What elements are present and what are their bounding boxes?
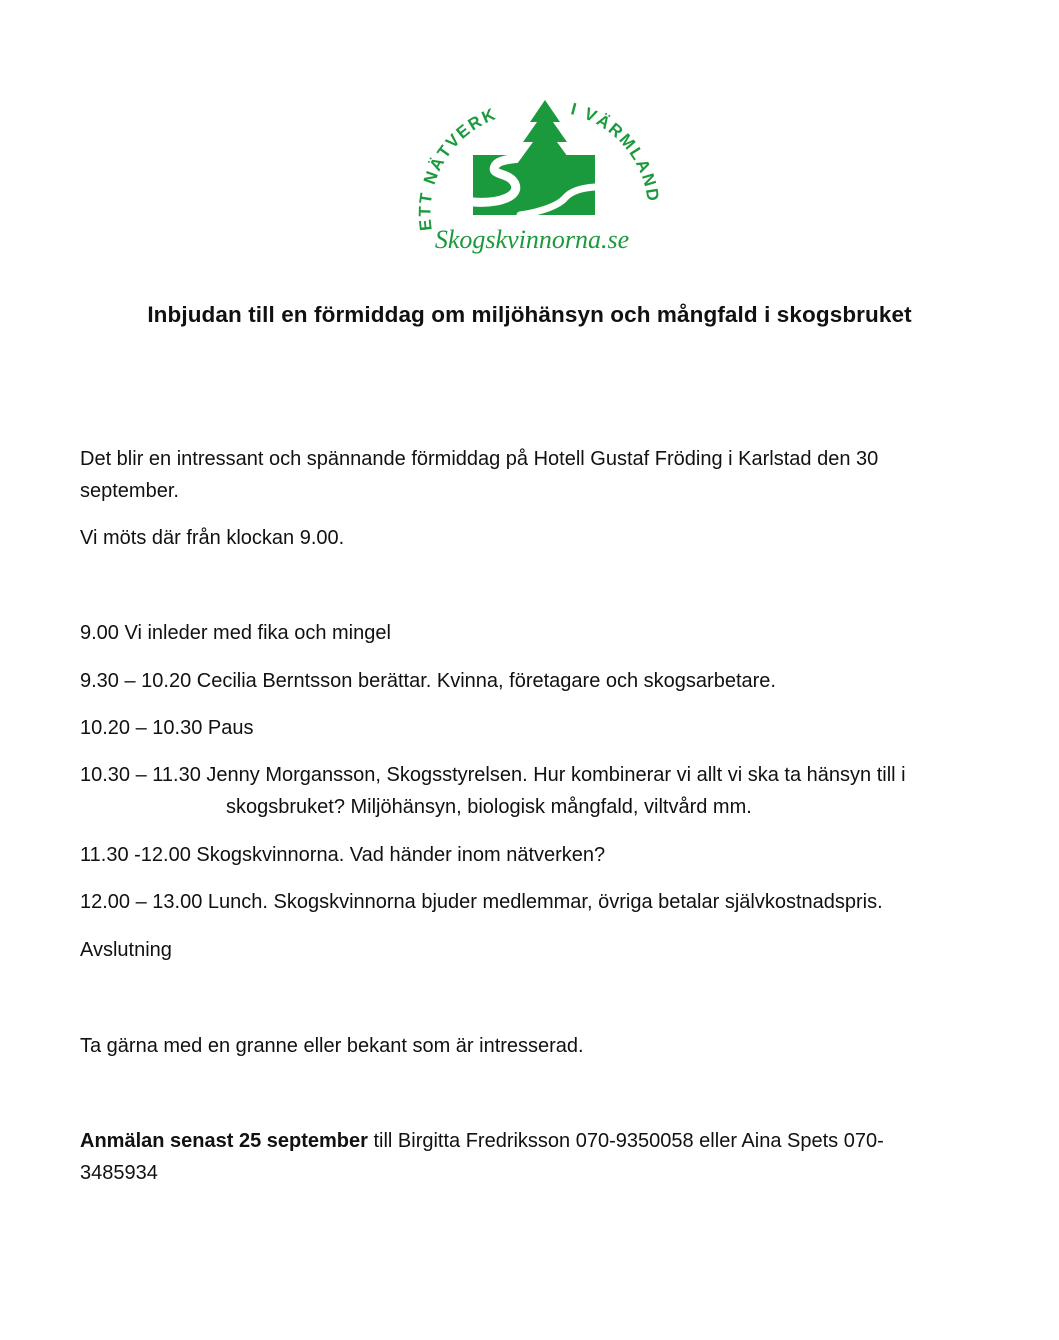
schedule-item-3: 10.20 – 10.30 Paus (80, 717, 254, 739)
skogskvinnorna-logo (380, 92, 680, 267)
schedule-item-5: 11.30 -12.00 Skogskvinnorna. Vad händer inom nätverken? (80, 844, 606, 866)
intro-paragraph (80, 443, 985, 507)
logo-site-text: Skogskvinnorna.se (434, 225, 630, 254)
signup-contacts: till Birgitta Fredriksson 070-9350058 eller Aina Spets 070- (367, 1130, 884, 1152)
intro-line-1: Det blir en intressant och spännande förmiddag på Hotell Gustaf Fröding i Karlstad den 30 (80, 448, 879, 470)
signup-paragraph (80, 1125, 985, 1189)
schedule-item-1: 9.00 Vi inleder med fika och mingel (80, 622, 391, 644)
schedule-item-4-line-2: skogsbruket? Miljöhänsyn, biologisk mångfald, viltvård mm. (226, 796, 752, 818)
spruce-tree-icon (517, 100, 573, 172)
intro-line-2: september. (80, 480, 179, 502)
logo (380, 92, 680, 267)
logo-arc-left-text: ETT NÄTVERK (415, 104, 500, 232)
page-title: Inbjudan till en förmiddag om miljöhänsyn och mångfald i skogsbruket (147, 302, 912, 327)
invite-text: Ta gärna med en granne eller bekant som är intresserad. (80, 1035, 584, 1057)
signup-contacts-line-2: 3485934 (80, 1162, 158, 1184)
signup-deadline: Anmälan senast 25 september (80, 1130, 368, 1152)
schedule-item-4 (80, 759, 985, 823)
schedule-item-4-line-1: 10.30 – 11.30 Jenny Morgansson, Skogsstyrelsen. Hur kombinerar vi allt vi ska ta hänsyn till i (80, 764, 906, 786)
schedule-item-6: 12.00 – 13.00 Lunch. Skogskvinnorna bjuder medlemmar, övriga betalar självkostnadspris. (80, 891, 883, 913)
schedule-item-7: Avslutning (80, 939, 172, 961)
schedule-item-2: 9.30 – 10.20 Cecilia Berntsson berättar. Kvinna, företagare och skogsarbetare. (80, 670, 776, 692)
logo-arc-right-text: I VÄRMLAND (568, 99, 663, 205)
meet-time: Vi möts där från klockan 9.00. (80, 527, 345, 549)
